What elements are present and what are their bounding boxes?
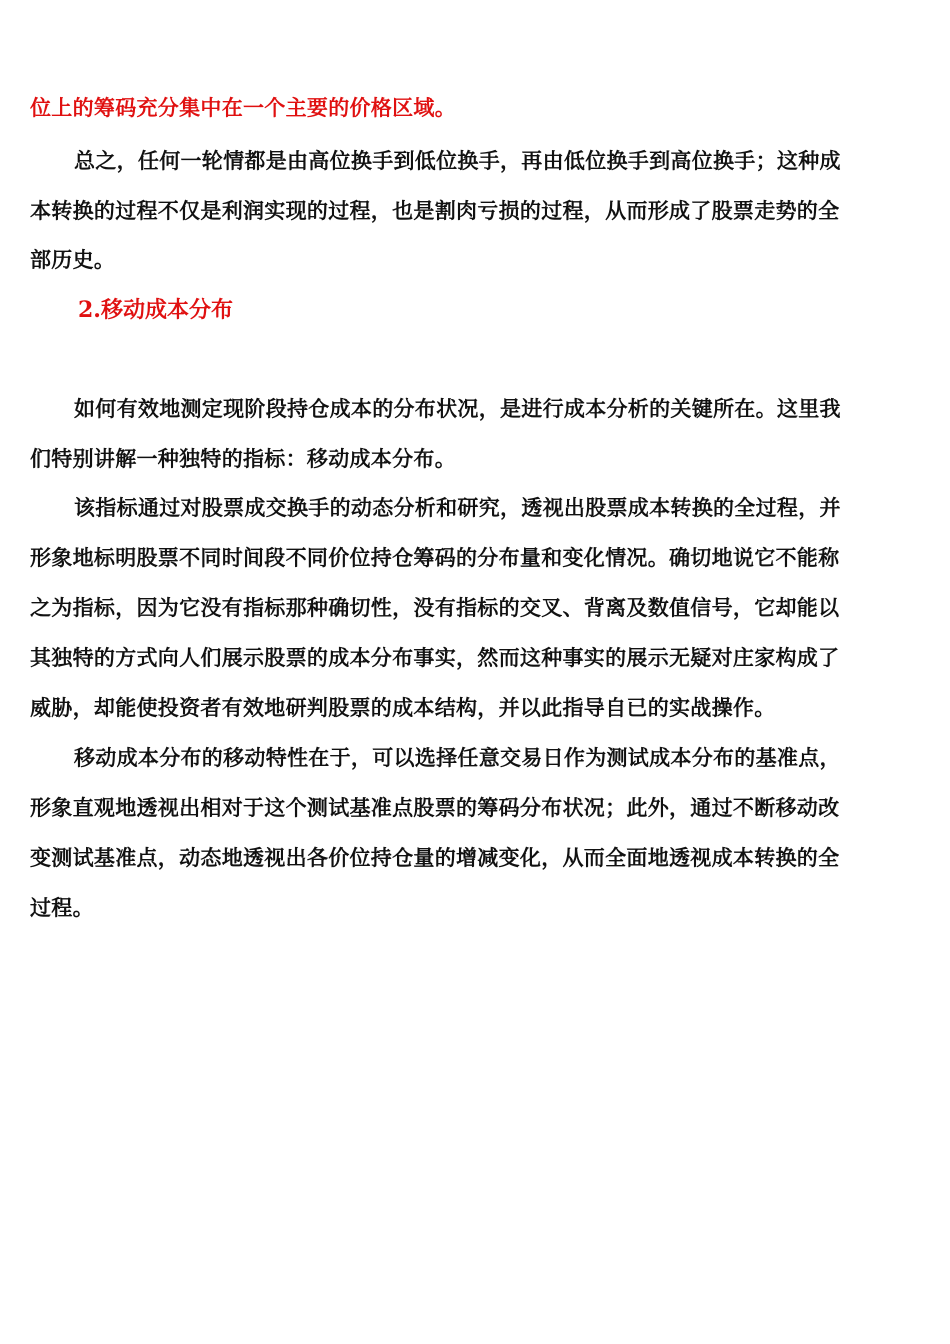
para1-line-1: 总之，任何一轮情都是由高位换手到低位换手，再由低位换手到高位换手；这种成	[74, 148, 841, 173]
para4-line-4: 过程。	[30, 895, 94, 920]
para1-line-3: 部历史。	[30, 247, 116, 272]
para3-line-3: 之为指标，因为它没有指标那种确切性，没有指标的交叉、背离及数值信号，它却能以	[30, 595, 840, 620]
para2-line-1: 如何有效地测定现阶段持仓成本的分布状况，是进行成本分析的关键所在。这里我	[74, 396, 841, 421]
intro-line: 位上的筹码充分集中在一个主要的价格区域。	[30, 95, 456, 120]
para2-line-2: 们特别讲解一种独特的指标：移动成本分布。	[30, 446, 456, 471]
para3-line-2: 形象地标明股票不同时间段不同价位持仓筹码的分布量和变化情况。确切地说它不能称	[30, 545, 840, 570]
section-heading: 2.移动成本分布	[78, 297, 233, 323]
para3-line-4: 其独特的方式向人们展示股票的成本分布事实，然而这种事实的展示无疑对庄家构成了	[30, 645, 840, 670]
para4-line-2: 形象直观地透视出相对于这个测试基准点股票的筹码分布状况；此外，通过不断移动改	[30, 795, 840, 820]
para4-line-3: 变测试基准点，动态地透视出各价位持仓量的增减变化，从而全面地透视成本转换的全	[30, 845, 840, 870]
para3-line-1: 该指标通过对股票成交换手的动态分析和研究，透视出股票成本转换的全过程，并	[74, 495, 841, 520]
para1-line-2: 本转换的过程不仅是利润实现的过程，也是割肉亏损的过程，从而形成了股票走势的全	[30, 198, 840, 223]
para4-line-1: 移动成本分布的移动特性在于，可以选择任意交易日作为测试成本分布的基准点，	[74, 745, 841, 770]
para3-line-5: 威胁，却能使投资者有效地研判股票的成本结构，并以此指导自已的实战操作。	[30, 695, 776, 720]
